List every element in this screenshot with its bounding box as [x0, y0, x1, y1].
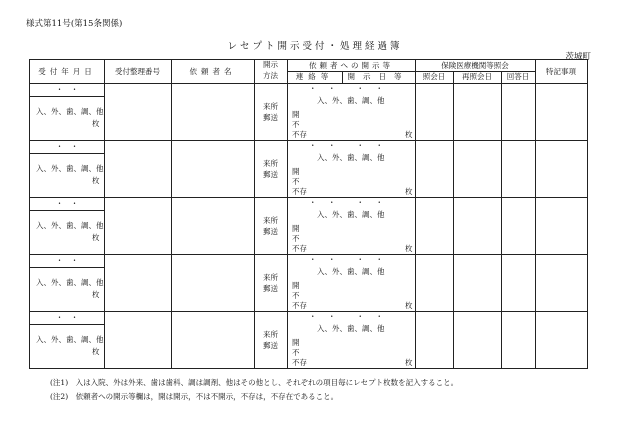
received-count-unit: 枚	[92, 119, 100, 128]
received-count-unit: 枚	[92, 290, 100, 299]
method-visit: 来所	[263, 216, 278, 225]
status-nonexistent: 不存	[292, 130, 307, 139]
status-nonexistent: 不存	[292, 301, 307, 310]
grid-line	[535, 60, 536, 368]
received-count-unit: 枚	[92, 233, 100, 242]
header-reply-date: 回答日	[506, 72, 530, 81]
status-open: 開	[292, 281, 300, 290]
notice-categories: 入、外、歯、調、他	[317, 210, 385, 219]
received-date-dots: ・ ・	[55, 256, 79, 265]
received-count-unit: 枚	[92, 347, 100, 356]
notice-categories: 入、外、歯、調、他	[317, 153, 385, 162]
method-mail: 郵送	[263, 113, 278, 122]
page-title: レセプト開示受付・処理経過簿	[227, 41, 403, 52]
received-date-dots: ・ ・	[55, 85, 79, 94]
method-mail: 郵送	[263, 284, 278, 293]
received-categories: 入、外、歯、調、他	[36, 221, 104, 230]
notice-date-dots: ・ ・ ・ ・	[309, 198, 385, 207]
form-number: 様式第11号(第15条関係)	[26, 19, 123, 29]
footnote-2: (注2) 依頼者への開示等欄は，開は開示，不は不開示，不存は，不存在であること。	[50, 392, 339, 401]
grid-line	[501, 71, 502, 368]
notice-count-unit: 枚	[405, 301, 413, 310]
header-method-line2: 方法	[263, 71, 278, 80]
method-mail: 郵送	[263, 227, 278, 236]
notice-date-dots: ・ ・ ・ ・	[309, 312, 385, 321]
status-nonexistent: 不存	[292, 358, 307, 367]
notice-count-unit: 枚	[405, 244, 413, 253]
notice-categories: 入、外、歯、調、他	[317, 267, 385, 276]
grid-line	[254, 60, 255, 368]
town-name: 茨城町	[565, 52, 591, 62]
notice-categories: 入、外、歯、調、他	[317, 96, 385, 105]
header-received-date: 受付年月日	[38, 67, 96, 76]
status-open: 開	[292, 338, 300, 347]
header-disclosure-date: 開示日等	[347, 72, 410, 81]
header-institution-group: 保険医療機関等照会	[441, 61, 509, 70]
date-divider	[30, 267, 104, 268]
header-method-line1: 開示	[263, 60, 278, 69]
header-inquiry-date: 照会日	[422, 72, 446, 81]
notice-date-dots: ・ ・ ・ ・	[309, 141, 385, 150]
status-closed: 不	[292, 234, 300, 243]
date-divider	[30, 153, 104, 154]
status-nonexistent: 不存	[292, 244, 307, 253]
register-table	[29, 59, 588, 369]
grid-line	[171, 60, 172, 368]
received-date-dots: ・ ・	[55, 313, 79, 322]
date-divider	[30, 324, 104, 325]
status-nonexistent: 不存	[292, 187, 307, 196]
footnote-1: (注1) 入は入院、外は外来、歯は歯科、調は調剤、他はその他とし、それぞれの項目毎にレセプト枚数を記入すること。	[50, 378, 459, 387]
method-visit: 来所	[263, 330, 278, 339]
notice-categories: 入、外、歯、調、他	[317, 324, 385, 333]
received-categories: 入、外、歯、調、他	[36, 278, 104, 287]
method-visit: 来所	[263, 159, 278, 168]
status-closed: 不	[292, 291, 300, 300]
grid-line	[104, 60, 105, 368]
method-visit: 来所	[263, 273, 278, 282]
header-contact: 連絡等	[295, 72, 334, 81]
status-closed: 不	[292, 348, 300, 357]
grid-line	[415, 60, 416, 368]
method-mail: 郵送	[263, 170, 278, 179]
grid-line	[287, 60, 288, 368]
method-visit: 来所	[263, 102, 278, 111]
header-notice-group: 依頼者への開示等	[309, 61, 393, 70]
received-categories: 入、外、歯、調、他	[36, 164, 104, 173]
received-count-unit: 枚	[92, 176, 100, 185]
notice-count-unit: 枚	[405, 187, 413, 196]
grid-line	[453, 71, 454, 368]
notice-date-dots: ・ ・ ・ ・	[309, 255, 385, 264]
received-date-dots: ・ ・	[55, 142, 79, 151]
notice-count-unit: 枚	[405, 358, 413, 367]
date-divider	[30, 210, 104, 211]
notice-count-unit: 枚	[405, 130, 413, 139]
date-divider	[30, 96, 104, 97]
status-open: 開	[292, 224, 300, 233]
header-remarks: 特記事項	[546, 67, 576, 76]
status-closed: 不	[292, 177, 300, 186]
header-reinquiry-date: 再照会日	[462, 72, 492, 81]
method-mail: 郵送	[263, 341, 278, 350]
notice-date-dots: ・ ・ ・ ・	[309, 84, 385, 93]
status-closed: 不	[292, 120, 300, 129]
received-categories: 入、外、歯、調、他	[36, 335, 104, 344]
status-open: 開	[292, 110, 300, 119]
received-categories: 入、外、歯、調、他	[36, 107, 104, 116]
header-reception-number: 受付整理番号	[115, 67, 160, 76]
status-open: 開	[292, 167, 300, 176]
header-requester-name: 依頼者名	[189, 67, 236, 76]
received-date-dots: ・ ・	[55, 199, 79, 208]
